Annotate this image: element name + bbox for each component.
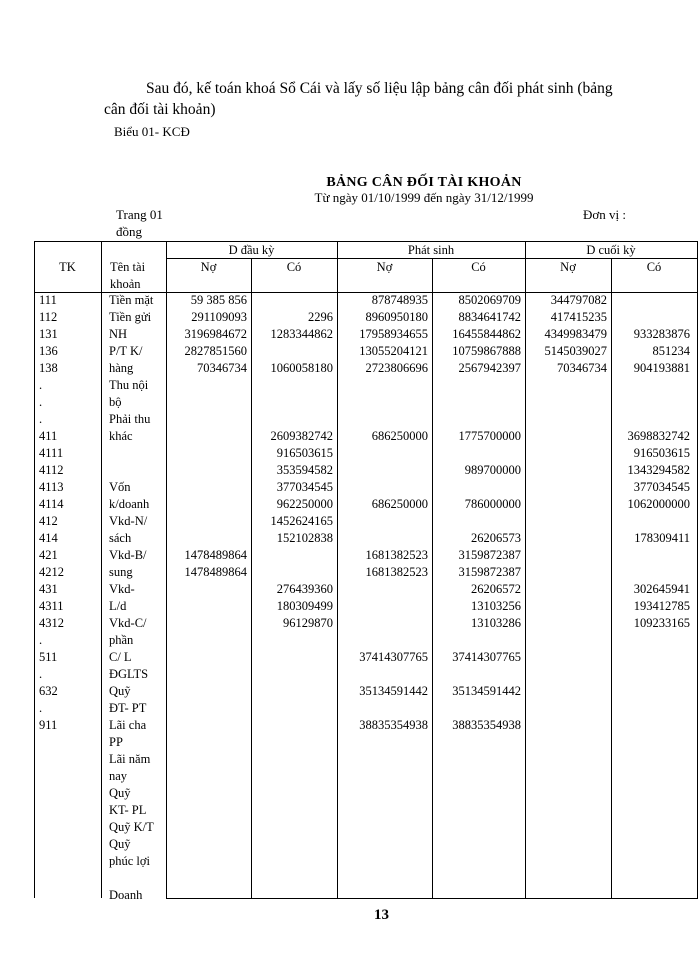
movement-debit-value: 1681382523: [365, 548, 428, 562]
movement-debit-value: 2723806696: [365, 361, 428, 375]
account-code: 414: [39, 531, 58, 545]
movement-credit-value: 8502069709: [458, 293, 521, 307]
movement-credit-value: 10759867888: [452, 344, 521, 358]
account-name: NH: [109, 327, 128, 341]
closing-credit-value: 904193881: [633, 361, 690, 375]
header-closing-credit: Có: [646, 260, 662, 274]
account-name: khác: [109, 429, 133, 443]
account-name: L/d: [109, 599, 127, 613]
account-code: 4311: [39, 599, 64, 613]
movement-debit-value: 8960950180: [365, 310, 428, 324]
closing-credit-value: 109233165: [633, 616, 690, 630]
account-name: phần: [109, 633, 134, 647]
account-name: P/T K/: [109, 344, 143, 358]
opening-debit-value: 1478489864: [184, 565, 247, 579]
account-name: phúc lợi: [109, 854, 150, 868]
movement-credit-value: 13103286: [471, 616, 521, 630]
account-name: Lãi năm: [109, 752, 151, 766]
page-number: 13: [374, 907, 389, 923]
opening-debit-value: 2827851560: [184, 344, 247, 358]
col-sep-name: [101, 241, 102, 898]
account-name: ĐT- PT: [109, 701, 147, 715]
account-code: 136: [39, 344, 58, 358]
account-code: 421: [39, 548, 58, 562]
account-code: .: [39, 395, 43, 409]
account-name: Vkd-C/: [109, 616, 147, 630]
movement-credit-value: 3159872387: [458, 548, 521, 562]
account-code: 111: [39, 293, 57, 307]
movement-debit-value: 37414307765: [359, 650, 428, 664]
account-name: Lãi cha: [109, 718, 147, 732]
account-code: .: [39, 633, 43, 647]
header-movement-credit: Có: [471, 260, 486, 274]
account-code: 4114: [39, 497, 64, 511]
account-name: PP: [109, 735, 123, 749]
movement-credit-value: 8834641742: [458, 310, 521, 324]
header-movement: Phát sinh: [407, 243, 455, 257]
movement-debit-value: 35134591442: [359, 684, 428, 698]
opening-credit-value: 377034545: [276, 480, 333, 494]
closing-credit-value: 933283876: [633, 327, 690, 341]
header-name-line-2: khoản: [110, 277, 141, 291]
opening-credit-value: 2296: [308, 310, 333, 324]
closing-credit-value: 193412785: [633, 599, 690, 613]
movement-debit-value: 878748935: [371, 293, 428, 307]
account-code: 4112: [39, 463, 64, 477]
page-info: Trang 01: [116, 207, 163, 222]
closing-debit-value: 4349983479: [544, 327, 607, 341]
account-name: C/ L: [109, 650, 132, 664]
opening-credit-value: 353594582: [276, 463, 333, 477]
header-opening-credit: Có: [286, 260, 302, 274]
closing-credit-value: 916503615: [633, 446, 690, 460]
account-code: 412: [39, 514, 58, 528]
movement-debit-value: 686250000: [371, 429, 428, 443]
account-name: nay: [109, 769, 128, 783]
opening-credit-value: 1283344862: [270, 327, 333, 341]
account-code: .: [39, 412, 43, 426]
movement-credit-value: 3159872387: [458, 565, 521, 579]
form-code: Biểu 01- KCĐ: [114, 124, 190, 139]
opening-credit-value: 276439360: [276, 582, 333, 596]
account-name: Vốn: [109, 480, 131, 494]
opening-credit-value: 2609382742: [270, 429, 333, 443]
account-name: sách: [109, 531, 132, 545]
table-bottom-border: [166, 898, 698, 899]
movement-credit-value: 38835354938: [452, 718, 521, 732]
account-name: Thu nội: [109, 378, 149, 392]
opening-debit-value: 1478489864: [184, 548, 247, 562]
account-code: 911: [39, 718, 58, 732]
movement-debit-value: 17958934655: [359, 327, 428, 341]
movement-credit-value: 13103256: [471, 599, 521, 613]
intro-line-2: cân đối tài khoản): [104, 101, 216, 118]
movement-debit-value: 38835354938: [359, 718, 428, 732]
account-code: 511: [39, 650, 58, 664]
account-name: KT- PL: [109, 803, 147, 817]
movement-debit-value: 686250000: [371, 497, 428, 511]
account-code: .: [39, 378, 43, 392]
account-code: 4312: [39, 616, 64, 630]
opening-debit-value: 70346734: [197, 361, 247, 375]
account-code: 112: [39, 310, 58, 324]
movement-credit-value: 26206572: [471, 582, 521, 596]
closing-credit-value: 1062000000: [627, 497, 690, 511]
account-code: 4113: [39, 480, 64, 494]
account-name: hàng: [109, 361, 134, 375]
account-code: 431: [39, 582, 58, 596]
opening-credit-value: 916503615: [276, 446, 333, 460]
account-name: Doanh: [109, 888, 143, 902]
header-name-line-1: Tên tài: [110, 260, 146, 274]
account-code: 138: [39, 361, 58, 375]
movement-credit-value: 35134591442: [452, 684, 521, 698]
header-tk: TK: [59, 260, 76, 274]
account-name: Tiền gửi: [109, 310, 152, 324]
account-name: Tiền mặt: [109, 293, 154, 307]
account-name: Vkd-: [109, 582, 135, 596]
account-name: Phải thu: [109, 412, 151, 426]
header-opening-debit: Nợ: [200, 260, 217, 274]
closing-credit-value: 3698832742: [627, 429, 690, 443]
opening-debit-value: 3196984672: [184, 327, 247, 341]
opening-credit-value: 962250000: [276, 497, 333, 511]
account-name: Quỹ: [109, 786, 131, 800]
account-name: Quỹ K/T: [109, 820, 154, 834]
account-code: .: [39, 701, 43, 715]
opening-credit-value: 96129870: [283, 616, 333, 630]
opening-credit-value: 152102838: [276, 531, 333, 545]
opening-credit-value: 1452624165: [270, 514, 333, 528]
col-sep-opening-credit: [251, 258, 252, 898]
currency-label: Đơn vị :: [583, 207, 626, 222]
header-opening: D đầu kỳ: [228, 243, 275, 257]
account-name: sung: [109, 565, 133, 579]
closing-credit-value: 1343294582: [627, 463, 690, 477]
account-code: 632: [39, 684, 58, 698]
account-name: Vkd-B/: [109, 548, 147, 562]
account-name: Quỹ: [109, 837, 131, 851]
account-code: 411: [39, 429, 58, 443]
movement-credit-value: 26206573: [471, 531, 521, 545]
account-name: bộ: [109, 395, 122, 409]
account-code: 4111: [39, 446, 64, 460]
account-name: Vkd-N/: [109, 514, 148, 528]
movement-debit-value: 1681382523: [365, 565, 428, 579]
account-code: 131: [39, 327, 58, 341]
date-range: Từ ngày 01/10/1999 đến ngày 31/12/1999: [314, 190, 534, 205]
account-name: k/doanh: [109, 497, 150, 511]
table-left-border: [34, 241, 35, 898]
movement-credit-value: 37414307765: [452, 650, 521, 664]
table-title: BẢNG CÂN ĐỐI TÀI KHOẢN: [326, 175, 522, 190]
intro-line-1: Sau đó, kế toán khoá Sổ Cái và lấy số liệu lập bảng cân đối phát sinh (bảng: [146, 80, 613, 97]
account-name: ĐGLTS: [109, 667, 149, 681]
closing-credit-value: 302645941: [633, 582, 690, 596]
closing-debit-value: 417415235: [550, 310, 607, 324]
movement-credit-value: 786000000: [464, 497, 521, 511]
header-closing: D cuối kỳ: [586, 243, 636, 257]
closing-credit-value: 377034545: [633, 480, 690, 494]
opening-credit-value: 180309499: [276, 599, 333, 613]
movement-credit-value: 1775700000: [458, 429, 521, 443]
header-movement-debit: Nợ: [376, 260, 393, 274]
closing-debit-value: 344797082: [550, 293, 607, 307]
account-code: 4212: [39, 565, 64, 579]
closing-debit-value: 70346734: [557, 361, 607, 375]
movement-debit-value: 13055204121: [359, 344, 428, 358]
closing-credit-value: 178309411: [634, 531, 690, 545]
opening-debit-value: 59 385 856: [190, 293, 247, 307]
account-name: Quỹ: [109, 684, 131, 698]
closing-credit-value: 851234: [652, 344, 690, 358]
currency-value: đồng: [116, 224, 142, 239]
closing-debit-value: 5145039027: [544, 344, 607, 358]
movement-credit-value: 16455844862: [452, 327, 521, 341]
movement-credit-value: 2567942397: [458, 361, 521, 375]
movement-credit-value: 989700000: [464, 463, 521, 477]
table-right-border: [697, 241, 698, 898]
opening-credit-value: 1060058180: [270, 361, 333, 375]
opening-debit-value: 291109093: [191, 310, 247, 324]
header-closing-debit: Nợ: [560, 260, 576, 274]
account-code: .: [39, 667, 43, 681]
